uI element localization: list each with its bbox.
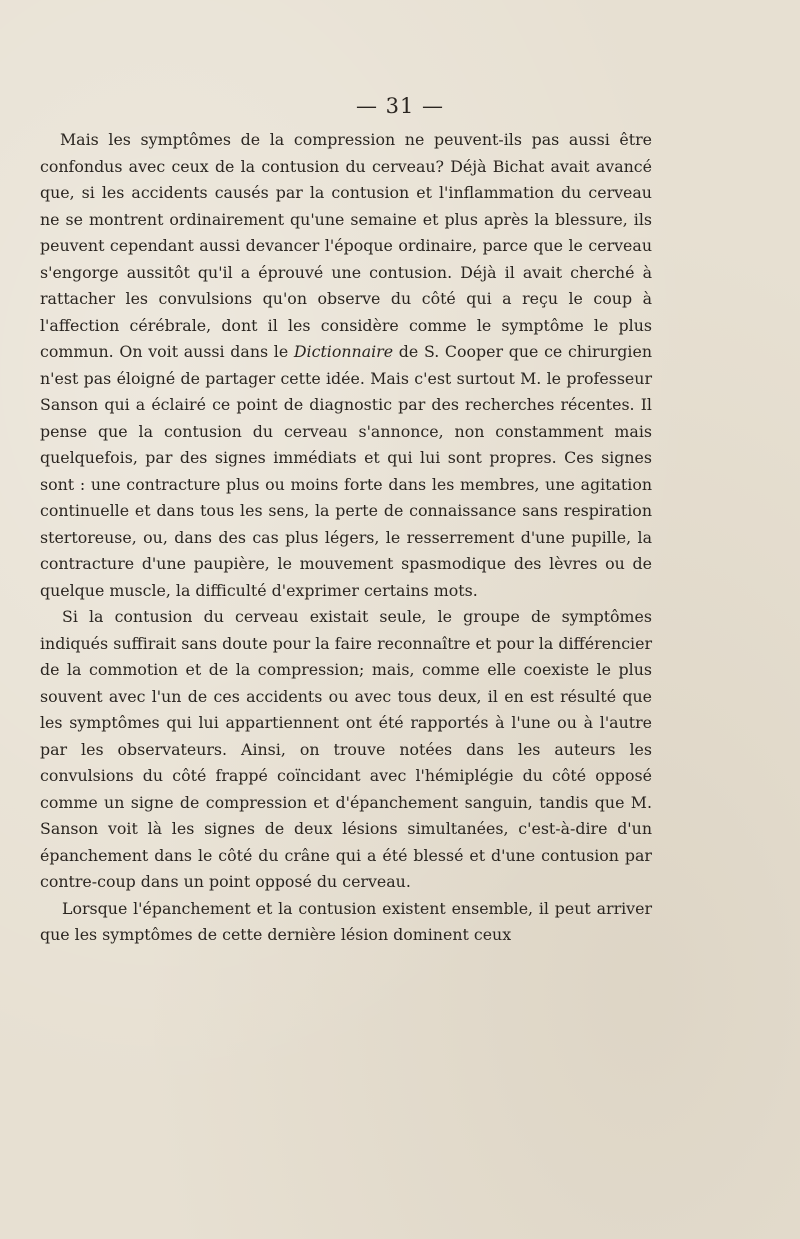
body-text: [40, 127, 652, 949]
dictionnaire-italic: Dictionnaire: [293, 342, 394, 361]
page-number: — 31 —: [355, 94, 445, 118]
paragraph-1-text-end: de S. Cooper que ce chirurgien n'est pas éloigné de partager cette idée. Mais c'est surtout M. le professeur Sanson qui a éclairé ce point de diagnostic par des recherches récentes. Il pense que la contusion du cerveau s'annonce, non constamment mais quelquefois, par des signes immédiats et qui lui sont propres. Ces signes sont : une contracture plus ou moins forte dans les membres, une agitation continuelle et dans tous les sens, la perte de connaissance sans respiration stertoreuse, ou, dans des cas plus légers, le resserrement d'une pupille, la contracture d'une paupière, le mouvement spasmodique des lèvres ou de quelque muscle, la difficulté d'exprimer certains mots.: [40, 342, 652, 600]
paragraph-1-text-start: Mais les symptômes de la compression ne peuvent-ils pas aussi être confondus avec ceux de la contusion du cerveau? Déjà Bichat avait avancé que, si les accidents causés par la contusion et l'inflammation du cerveau ne se montrent ordinairement qu'une semaine et plus après la blessure, ils peuvent cependant aussi devancer l'époque ordinaire, parce que le cerveau s'engorge aussitôt qu'il a éprouvé une contusion. Déjà il avait cherché à rattacher les convulsions qu'on observe du côté qui a reçu le coup à l'affection cérébrale, dont il les considère comme le symptôme le plus commun. On voit aussi dans le: [40, 130, 652, 361]
paragraph-contusion-alone: Si la contusion du cerveau existait seule, le groupe de symptômes indiqués suffirait sans doute pour la faire reconnaître et pour la différencier de la commotion et de la compression; mais, comme elle coexiste le plus souvent avec l'un de ces accidents ou avec tous deux, il en est résulté que les symptômes qui lui appartiennent ont été rapportés à l'une ou à l'autre par les observateurs. Ainsi, on trouve notées dans les auteurs les convulsions du côté frappé coïncidant avec l'hémiplégie du côté opposé comme un signe de compression et d'épanchement sanguin, tandis que M. Sanson voit là les signes de deux lésions simultanées, c'est-à-dire d'un épanchement dans le côté du crâne qui a été blessé et d'une contusion par contre-coup dans un point opposé du cerveau.: [40, 607, 652, 891]
paragraph-epanchement-contusion: Lorsque l'épanchement et la contusion existent ensemble, il peut arriver que les symptômes de cette dernière lésion dominent ceux: [40, 898, 652, 944]
paragraph-compression-vs-contusion: [40, 127, 652, 604]
